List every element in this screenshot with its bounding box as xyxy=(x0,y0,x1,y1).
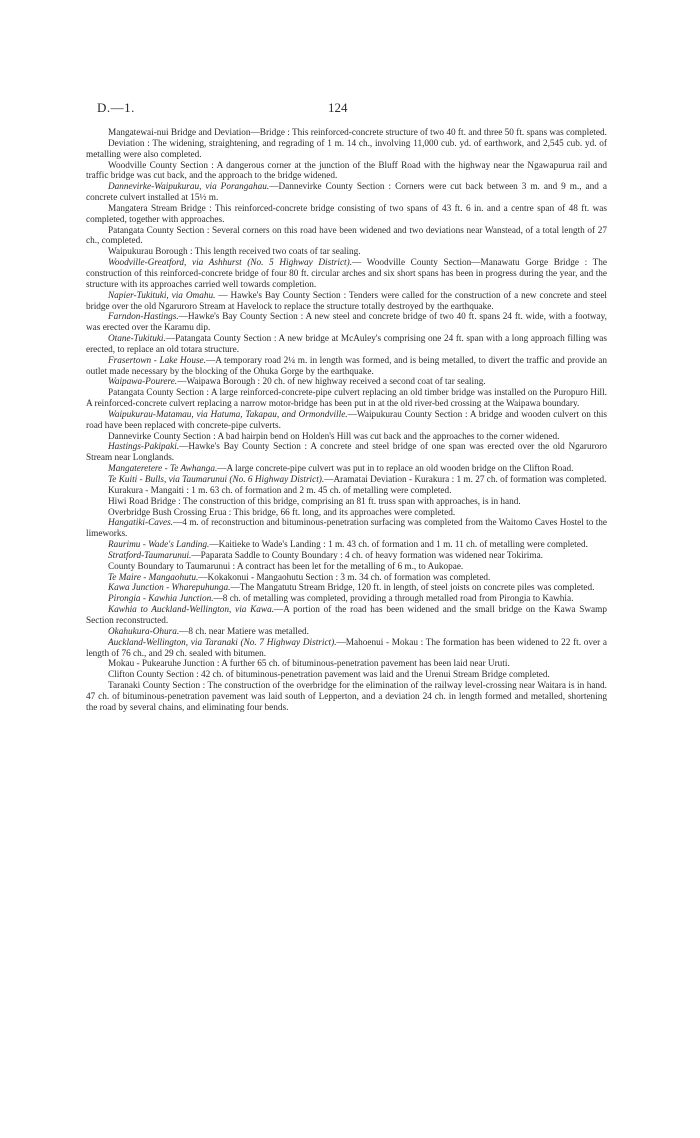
paragraph-text: County Boundary to Taumarunui : A contract has been let for the metalling of 6 m., to Aukopae. xyxy=(108,561,464,572)
paragraph-lead: Mangateretere - Te Awhanga. xyxy=(108,464,218,475)
paragraph-text: —A large concrete-pipe culvert was put in to replace an old wooden bridge on the Clifton Road. xyxy=(217,464,574,475)
paragraph xyxy=(86,562,607,573)
paragraph-lead: Raurimu - Wade's Landing. xyxy=(108,540,210,551)
paragraph-lead: Te Kuiti - Bulls, via Taumarunui (No. 6 Highway District). xyxy=(108,475,325,485)
paragraph-text: —8 ch. near Matiere was metalled. xyxy=(179,626,309,637)
paragraph-text: —Patangata County Section : A new bridge at McAuley's comprising one 24 ft. span with a long approach filling was erected, to replace an old totara structure. xyxy=(86,334,607,355)
paragraph-lead: Woodville-Greatford, via Ashhurst (No. 5 Highway District). xyxy=(108,258,353,269)
paragraph-text: — Woodville County Section—Manawatu Gorge Bridge : The construction of this reinforced-concrete bridge of four 80 ft. circular arches and six short spans has been in progress during the year, and the structure with its approaches carried well towards completion. xyxy=(86,258,607,290)
paragraph xyxy=(86,464,607,475)
paragraph-text: —Waipukurau County Section : A bridge and wooden culvert on this road have been replaced with concrete-pipe culverts. xyxy=(86,409,607,431)
paragraph xyxy=(86,659,607,670)
paragraph xyxy=(86,605,607,627)
paragraph xyxy=(86,551,607,562)
paragraph-text: —Dannevirke County Section : Corners were cut back between 3 m. and 9 m., and a concrete culvert installed at 15½ m. xyxy=(86,182,607,204)
paragraph xyxy=(86,388,607,410)
paragraph xyxy=(86,583,607,594)
paragraph-text: Waipukurau Borough : This length received two coats of tar sealing. xyxy=(108,247,361,258)
paragraph-text: Deviation : The widening, straightening, and regrading of 1 m. 14 ch., involving 11,000 cub. yd. of earthwork, and 2,545 cub. yd. of metalling were also completed. xyxy=(86,138,607,160)
paragraph-text: —A portion of the road has been widened and the small bridge on the Kawa Swamp Section reconstructed. xyxy=(86,605,607,626)
paragraph-text: —Hawke's Bay County Section : A new steel and concrete bridge of two 40 ft. spans 24 ft. wide, with a footway, was erected over the Karamu dip. xyxy=(86,312,607,334)
paragraph-text: Hiwi Road Bridge : The construction of this bridge, comprising an 81 ft. truss span with approaches, is in hand. xyxy=(108,496,521,507)
paragraph xyxy=(86,508,607,519)
paragraph-text: —A temporary road 2¼ m. in length was formed, and is being metalled, to divert the traffic and provide an outlet made necessary by the blocking of the Ohuka Gorge by the earthquake. xyxy=(86,355,607,377)
paragraph-lead: Waipukurau-Matamau, via Hatuma, Takapau, and Ormondville. xyxy=(108,409,348,420)
paragraph-lead: Kawhia to Auckland-Wellington, via Kawa. xyxy=(108,605,275,616)
paragraph xyxy=(86,573,607,584)
paragraph-lead: Te Maire - Mangaohutu. xyxy=(108,572,199,583)
paragraph-text: —Paparata Saddle to County Boundary : 4 ch. of heavy formation was widened near Tokirima. xyxy=(191,550,543,561)
paragraph-text: Clifton County Section : 42 ch. of bituminous-penetration pavement was laid and the Urenui Stream Bridge completed. xyxy=(108,670,550,681)
paragraph-lead: Kawa Junction - Wharepuhunga. xyxy=(108,583,231,594)
paragraph xyxy=(86,432,607,443)
paragraph-text: Kurakura - Mangaiti : 1 m. 63 ch. of formation and 2 m. 45 ch. of metalling were completed. xyxy=(108,485,452,496)
paragraph-lead: Napier-Tukituki, via Omahu. xyxy=(108,290,216,301)
paragraph-text: Patangata County Section : Several corners on this road have been widened and two deviations near Wanstead, of a total length of 27 ch., completed. xyxy=(86,225,607,247)
paragraph xyxy=(86,312,607,334)
paragraph-text: Woodville County Section : A dangerous corner at the junction of the Bluff Road with the highway near the Ngawapurua rail and traffic bridge was cut back, and the approach to the bridge widened. xyxy=(86,160,607,182)
paragraph-text: —The Mangatutu Stream Bridge, 120 ft. in length, of steel joists on concrete piles was completed. xyxy=(230,583,595,594)
paragraph xyxy=(86,518,607,540)
paragraph-text: Mangatewai-nui Bridge and Deviation—Bridge : This reinforced-concrete structure of two 40 ft. and three 50 ft. spans was completed. xyxy=(108,128,607,138)
paragraph-text: —Kokakonui - Mangaohutu Section : 3 m. 34 ch. of formation was completed. xyxy=(198,572,491,583)
paragraph-text: Patangata County Section : A large reinforced-concrete-pipe culvert replacing an old timber bridge was installed on the Puropuro Hill. A reinforced-concrete culvert replacing a narrow motor-bridge has been put in at the old river-bed crossing at the Waipawa boundary. xyxy=(86,388,607,410)
paragraph xyxy=(86,291,607,313)
paragraph xyxy=(86,497,607,508)
paragraph-lead: Frasertown - Lake House. xyxy=(108,355,206,366)
paragraph-text: —Mahoenui - Mokau : The formation has been widened to 22 ft. over a length of 76 ch., and 29 ch. sealed with bitumen. xyxy=(86,637,607,659)
page-number: 124 xyxy=(328,100,348,115)
paragraph-text: —Kaitieke to Wade's Landing : 1 m. 43 ch. of formation and 1 m. 11 ch. of metalling were completed. xyxy=(209,540,588,551)
paragraph-lead: Stratford-Taumarunui. xyxy=(108,550,192,561)
paragraph-text: — Hawke's Bay County Section : Tenders were called for the construction of a new concrete and steel bridge over the old Ngaruroro Stream at Havelock to replace the structure totally destroyed by the earthquake. xyxy=(86,290,607,312)
body-text xyxy=(86,128,607,714)
paragraph-text: —Hawke's Bay County Section : A concrete and steel bridge of one span was erected over the old Ngaruroro Stream near Longlands. xyxy=(86,442,607,464)
paragraph-text: —4 m. of reconstruction and bituminous-penetration surfacing was completed from the Waitomo Caves Hostel to the limeworks. xyxy=(86,518,607,540)
paragraph-text: Overbridge Bush Crossing Erua : This bridge, 66 ft. long, and its approaches were completed. xyxy=(108,507,456,518)
paragraph xyxy=(86,161,607,183)
paragraph xyxy=(86,540,607,551)
paragraph-lead: Okahukura-Ohura. xyxy=(108,626,180,637)
paragraph xyxy=(86,594,607,605)
paragraph-text: —8 ch. of metalling was completed, providing a through metalled road from Pirongia to Kawhia. xyxy=(213,594,574,605)
paragraph-text: Mokau - Pukearuhe Junction : A further 65 ch. of bituminous-penetration pavement has been laid near Uruti. xyxy=(108,659,510,670)
paragraph xyxy=(86,334,607,356)
paragraph-lead: Hangatiki-Caves. xyxy=(108,518,173,529)
paragraph xyxy=(86,258,607,291)
paragraph-text: Dannevirke County Section : A bad hairpin bend on Holden's Hill was cut back and the approaches to the corner widened. xyxy=(108,431,560,442)
paragraph-lead: Waipawa-Pourere. xyxy=(108,377,178,388)
paragraph xyxy=(86,410,607,432)
paragraph xyxy=(86,182,607,204)
paragraph xyxy=(86,670,607,681)
paragraph-lead: Dannevirke-Waipukurau, via Porangahau. xyxy=(108,182,270,193)
paragraph-text: Taranaki County Section : The construction of the overbridge for the elimination of the railway level-crossing near Waitara is in hand. 47 ch. of bituminous-penetration pavement was laid south of Lepperton, and a deviation 24 ch. in length formed and metalled, shortening the road by several chains, and eliminating four bends. xyxy=(86,681,607,713)
paragraph-lead: Auckland-Wellington, via Taranaki (No. 7 Highway District). xyxy=(108,637,337,648)
paragraph xyxy=(86,475,607,486)
paragraph xyxy=(86,204,607,226)
paragraph xyxy=(86,681,607,714)
paragraph-text: —Aramatai Deviation - Kurakura : 1 m. 27 ch. of formation was completed. xyxy=(324,475,607,485)
paragraph xyxy=(86,442,607,464)
paragraph-text: Mangatera Stream Bridge : This reinforced-concrete bridge consisting of two spans of 43 ft. 6 in. and a centre span of 48 ft. was completed, together with approaches. xyxy=(86,203,607,225)
paragraph xyxy=(86,638,607,660)
paragraph xyxy=(86,486,607,497)
paragraph xyxy=(86,356,607,378)
paragraph-lead: Pirongia - Kawhia Junction. xyxy=(108,594,214,605)
paragraph xyxy=(86,139,607,161)
paragraph-lead: Farndon-Hastings. xyxy=(108,312,179,323)
paragraph xyxy=(86,128,607,139)
paragraph-lead: Otane-Tukituki. xyxy=(108,334,166,345)
paragraph xyxy=(86,226,607,248)
paragraph xyxy=(86,247,607,258)
section-code: D.—1. xyxy=(97,100,135,115)
paragraph xyxy=(86,627,607,638)
paragraph-text: —Waipawa Borough : 20 ch. of new highway received a second coat of tar sealing. xyxy=(177,377,486,388)
paragraph-lead: Hastings-Pakipaki. xyxy=(108,442,180,453)
paragraph xyxy=(86,377,607,388)
